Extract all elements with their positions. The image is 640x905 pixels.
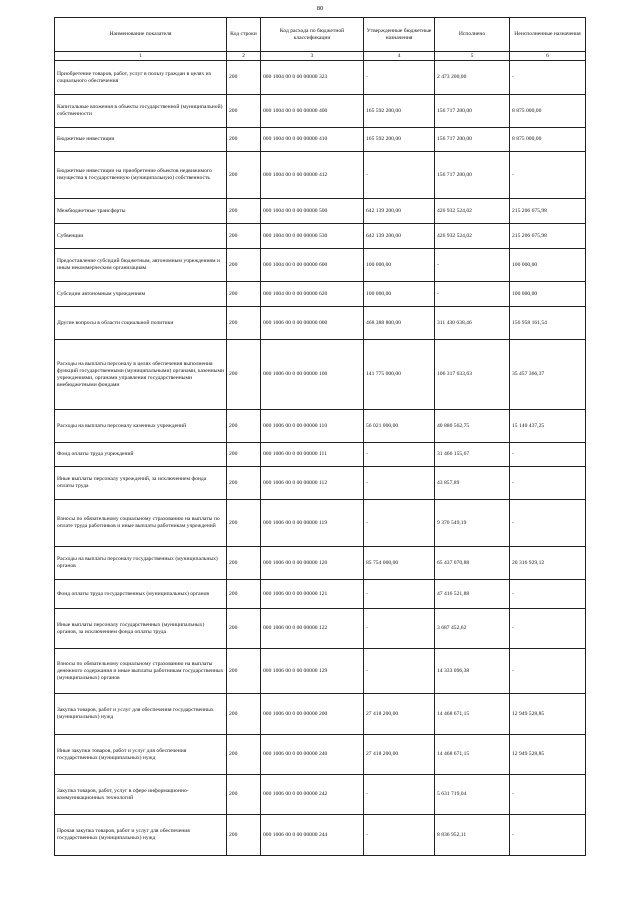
row-executed: 106 317 633,63: [435, 340, 510, 410]
row-approved: 56 021 000,00: [364, 410, 435, 443]
row-line-code: 200: [227, 467, 261, 500]
row-name: Предоставление субсидий бюджетным, автономным учреждениям и иным некоммерческим организациям: [55, 249, 227, 282]
row-expense-code: 000 1006 00 0 00 00000 121: [261, 580, 364, 609]
row-executed: 9 370 549,19: [435, 500, 510, 547]
row-line-code: 200: [227, 815, 261, 856]
row-expense-code: 000 1006 00 0 00 00000 244: [261, 815, 364, 856]
row-executed: 14 333 096,38: [435, 649, 510, 694]
row-expense-code: 000 1006 00 0 00 00000 120: [261, 547, 364, 580]
row-unexecuted: 15 140 437,25: [510, 410, 586, 443]
table-row: [55, 694, 586, 735]
row-executed: 5 631 719,04: [435, 775, 510, 815]
table-row: [55, 443, 586, 467]
table-body: [55, 61, 586, 856]
row-approved: 165 592 200,00: [364, 128, 435, 152]
column-header-line-code: Код строки: [227, 18, 261, 52]
row-unexecuted: -: [510, 649, 586, 694]
row-executed: -: [435, 282, 510, 307]
table-row: [55, 95, 586, 128]
row-name: Расходы на выплаты персоналу казенных учреждений: [55, 410, 227, 443]
row-line-code: 200: [227, 340, 261, 410]
row-executed: 3 687 452,62: [435, 609, 510, 649]
row-expense-code: 000 1004 00 0 00 00000 500: [261, 199, 364, 224]
row-executed: 65 437 070,88: [435, 547, 510, 580]
table-row: [55, 580, 586, 609]
column-number: 3: [261, 52, 364, 61]
header-row: [55, 18, 586, 52]
row-line-code: 200: [227, 410, 261, 443]
row-name: Бюджетные инвестиции: [55, 128, 227, 152]
row-approved: 165 592 200,00: [364, 95, 435, 128]
table-row: [55, 282, 586, 307]
table-row: [55, 340, 586, 410]
row-expense-code: 000 1006 00 0 00 00000 200: [261, 694, 364, 735]
row-approved: 642 139 200,00: [364, 224, 435, 249]
row-expense-code: 000 1006 00 0 00 00000 111: [261, 443, 364, 467]
column-number: 1: [55, 52, 227, 61]
row-name: Взносы по обязательному социальному страхованию на выплаты по оплате труда работников и иные выплаты работникам учреждений: [55, 500, 227, 547]
row-executed: 156 717 200,00: [435, 95, 510, 128]
row-line-code: 200: [227, 500, 261, 547]
row-line-code: 200: [227, 307, 261, 340]
row-name: Иные выплаты персоналу государственных (муниципальных) органов, за исключением фонда оплаты труда: [55, 609, 227, 649]
row-line-code: 200: [227, 224, 261, 249]
row-executed: 47 416 521,88: [435, 580, 510, 609]
row-approved: -: [364, 443, 435, 467]
row-line-code: 200: [227, 152, 261, 199]
row-name: Субсидии автономным учреждениям: [55, 282, 227, 307]
row-line-code: 200: [227, 282, 261, 307]
row-name: Бюджетные инвестиции на приобретение объектов недвижимого имущества в государственную (муниципальную) собственность: [55, 152, 227, 199]
row-approved: -: [364, 815, 435, 856]
row-approved: -: [364, 649, 435, 694]
column-header-expense-code: Код расхода по бюджетной классификации: [261, 18, 364, 52]
row-executed: 8 836 952,11: [435, 815, 510, 856]
row-expense-code: 000 1004 00 0 00 00000 410: [261, 128, 364, 152]
row-name: Прочая закупка товаров, работ и услуг для обеспечения государственных (муниципальных) нужд: [55, 815, 227, 856]
row-unexecuted: 215 206 675,98: [510, 199, 586, 224]
row-name: Закупка товаров, работ, услуг в сфере информационно-коммуникационных технологий: [55, 775, 227, 815]
row-expense-code: 000 1006 00 0 00 00000 000: [261, 307, 364, 340]
row-name: Взносы по обязательному социальному страхованию на выплаты денежного содержания и иные выплаты работникам государственных (муниципальных) органов: [55, 649, 227, 694]
row-unexecuted: -: [510, 609, 586, 649]
row-unexecuted: 20 316 929,12: [510, 547, 586, 580]
row-name: Иные закупки товаров, работ и услуг для обеспечения государственных (муниципальных) нужд: [55, 735, 227, 775]
column-number-row: [55, 52, 586, 61]
table-row: [55, 609, 586, 649]
table-row: [55, 649, 586, 694]
table-row: [55, 152, 586, 199]
row-unexecuted: -: [510, 815, 586, 856]
row-name: Фонд оплаты труда учреждений: [55, 443, 227, 467]
row-approved: 85 754 000,00: [364, 547, 435, 580]
row-unexecuted: 12 949 528,85: [510, 694, 586, 735]
row-unexecuted: -: [510, 61, 586, 95]
row-expense-code: 000 1006 00 0 00 00000 240: [261, 735, 364, 775]
row-expense-code: 000 1006 00 0 00 00000 129: [261, 649, 364, 694]
row-name: Приобретение товаров, работ, услуг в пользу граждан в целях их социального обеспечения: [55, 61, 227, 95]
row-unexecuted: 35 457 366,37: [510, 340, 586, 410]
column-header-executed: Исполнено: [435, 18, 510, 52]
row-executed: 14 468 671,15: [435, 735, 510, 775]
row-line-code: 200: [227, 609, 261, 649]
row-unexecuted: -: [510, 580, 586, 609]
row-approved: 468 388 800,00: [364, 307, 435, 340]
row-unexecuted: -: [510, 467, 586, 500]
row-name: Расходы на выплаты персоналу в целях обеспечения выполнения функций государственными (муниципальными) органами, казенными учреждениями, органами управления государственными внебюджетными фондами: [55, 340, 227, 410]
row-executed: 40 880 562,75: [435, 410, 510, 443]
row-unexecuted: 156 958 161,54: [510, 307, 586, 340]
table-row: [55, 500, 586, 547]
row-unexecuted: 215 206 675,98: [510, 224, 586, 249]
row-name: Фонд оплаты труда государственных (муниципальных) органов: [55, 580, 227, 609]
row-line-code: 200: [227, 775, 261, 815]
row-approved: -: [364, 152, 435, 199]
row-line-code: 200: [227, 61, 261, 95]
row-unexecuted: -: [510, 152, 586, 199]
row-unexecuted: 8 875 000,00: [510, 128, 586, 152]
table-row: [55, 735, 586, 775]
row-approved: -: [364, 61, 435, 95]
row-unexecuted: -: [510, 443, 586, 467]
row-approved: -: [364, 580, 435, 609]
row-expense-code: 000 1006 00 0 00 00000 112: [261, 467, 364, 500]
column-number: 2: [227, 52, 261, 61]
row-unexecuted: 8 875 000,00: [510, 95, 586, 128]
row-line-code: 200: [227, 547, 261, 580]
row-line-code: 200: [227, 649, 261, 694]
row-expense-code: 000 1004 00 0 00 00000 400: [261, 95, 364, 128]
row-line-code: 200: [227, 735, 261, 775]
row-line-code: 200: [227, 580, 261, 609]
row-expense-code: 000 1004 00 0 00 00000 412: [261, 152, 364, 199]
row-executed: -: [435, 249, 510, 282]
row-expense-code: 000 1004 00 0 00 00000 530: [261, 224, 364, 249]
row-executed: 156 717 200,00: [435, 128, 510, 152]
row-approved: -: [364, 775, 435, 815]
row-approved: 27 418 200,00: [364, 735, 435, 775]
table-row: [55, 815, 586, 856]
table-row: [55, 307, 586, 340]
row-line-code: 200: [227, 199, 261, 224]
row-expense-code: 000 1006 00 0 00 00000 242: [261, 775, 364, 815]
row-line-code: 200: [227, 95, 261, 128]
column-header-unexecuted: Неисполненные назначения: [510, 18, 586, 52]
row-name: Иные выплаты персоналу учреждений, за исключением фонда оплаты труда: [55, 467, 227, 500]
row-expense-code: 000 1006 00 0 00 00000 110: [261, 410, 364, 443]
row-unexecuted: -: [510, 500, 586, 547]
row-name: Капитальные вложения в объекты государственной (муниципальной) собственности: [55, 95, 227, 128]
row-approved: 27 418 200,00: [364, 694, 435, 735]
row-name: Субвенции: [55, 224, 227, 249]
row-expense-code: 000 1006 00 0 00 00000 119: [261, 500, 364, 547]
row-executed: 311 430 638,46: [435, 307, 510, 340]
row-line-code: 200: [227, 249, 261, 282]
row-line-code: 200: [227, 128, 261, 152]
column-header-name: Наименование показателя: [55, 18, 227, 52]
column-number: 4: [364, 52, 435, 61]
row-executed: 14 468 671,15: [435, 694, 510, 735]
table-row: [55, 61, 586, 95]
row-expense-code: 000 1004 00 0 00 00000 620: [261, 282, 364, 307]
row-approved: -: [364, 609, 435, 649]
row-expense-code: 000 1006 00 0 00 00000 100: [261, 340, 364, 410]
table-row: [55, 775, 586, 815]
row-name: Закупка товаров, работ и услуг для обеспечения государственных (муниципальных) нужд: [55, 694, 227, 735]
row-name: Расходы на выплаты персоналу государственных (муниципальных) органов: [55, 547, 227, 580]
table-row: [55, 128, 586, 152]
column-number: 6: [510, 52, 586, 61]
row-unexecuted: -: [510, 775, 586, 815]
row-expense-code: 000 1004 00 0 00 00000 600: [261, 249, 364, 282]
row-approved: 642 139 200,00: [364, 199, 435, 224]
row-expense-code: 000 1004 00 0 00 00000 323: [261, 61, 364, 95]
row-approved: 141 775 000,00: [364, 340, 435, 410]
table-row: [55, 410, 586, 443]
row-executed: 31 466 155,67: [435, 443, 510, 467]
table-row: [55, 224, 586, 249]
row-line-code: 200: [227, 694, 261, 735]
row-executed: 156 717 200,00: [435, 152, 510, 199]
row-unexecuted: 12 949 528,85: [510, 735, 586, 775]
row-approved: 100 000,00: [364, 249, 435, 282]
row-unexecuted: 100 000,00: [510, 249, 586, 282]
table-row: [55, 249, 586, 282]
row-name: Другие вопросы в области социальной политики: [55, 307, 227, 340]
row-executed: 2 473 200,00: [435, 61, 510, 95]
row-executed: 43 857,89: [435, 467, 510, 500]
row-approved: 100 000,00: [364, 282, 435, 307]
column-header-approved: Утвержденные бюджетные назначения: [364, 18, 435, 52]
column-number: 5: [435, 52, 510, 61]
table-row: [55, 547, 586, 580]
row-expense-code: 000 1006 00 0 00 00000 122: [261, 609, 364, 649]
table-row: [55, 467, 586, 500]
row-executed: 426 932 524,02: [435, 199, 510, 224]
row-line-code: 200: [227, 443, 261, 467]
row-approved: -: [364, 500, 435, 547]
row-approved: -: [364, 467, 435, 500]
row-unexecuted: 100 000,00: [510, 282, 586, 307]
row-name: Межбюджетные трансферты: [55, 199, 227, 224]
table-row: [55, 199, 586, 224]
budget-execution-table: [54, 17, 586, 856]
page-number: 80: [316, 5, 324, 12]
row-executed: 426 932 524,02: [435, 224, 510, 249]
